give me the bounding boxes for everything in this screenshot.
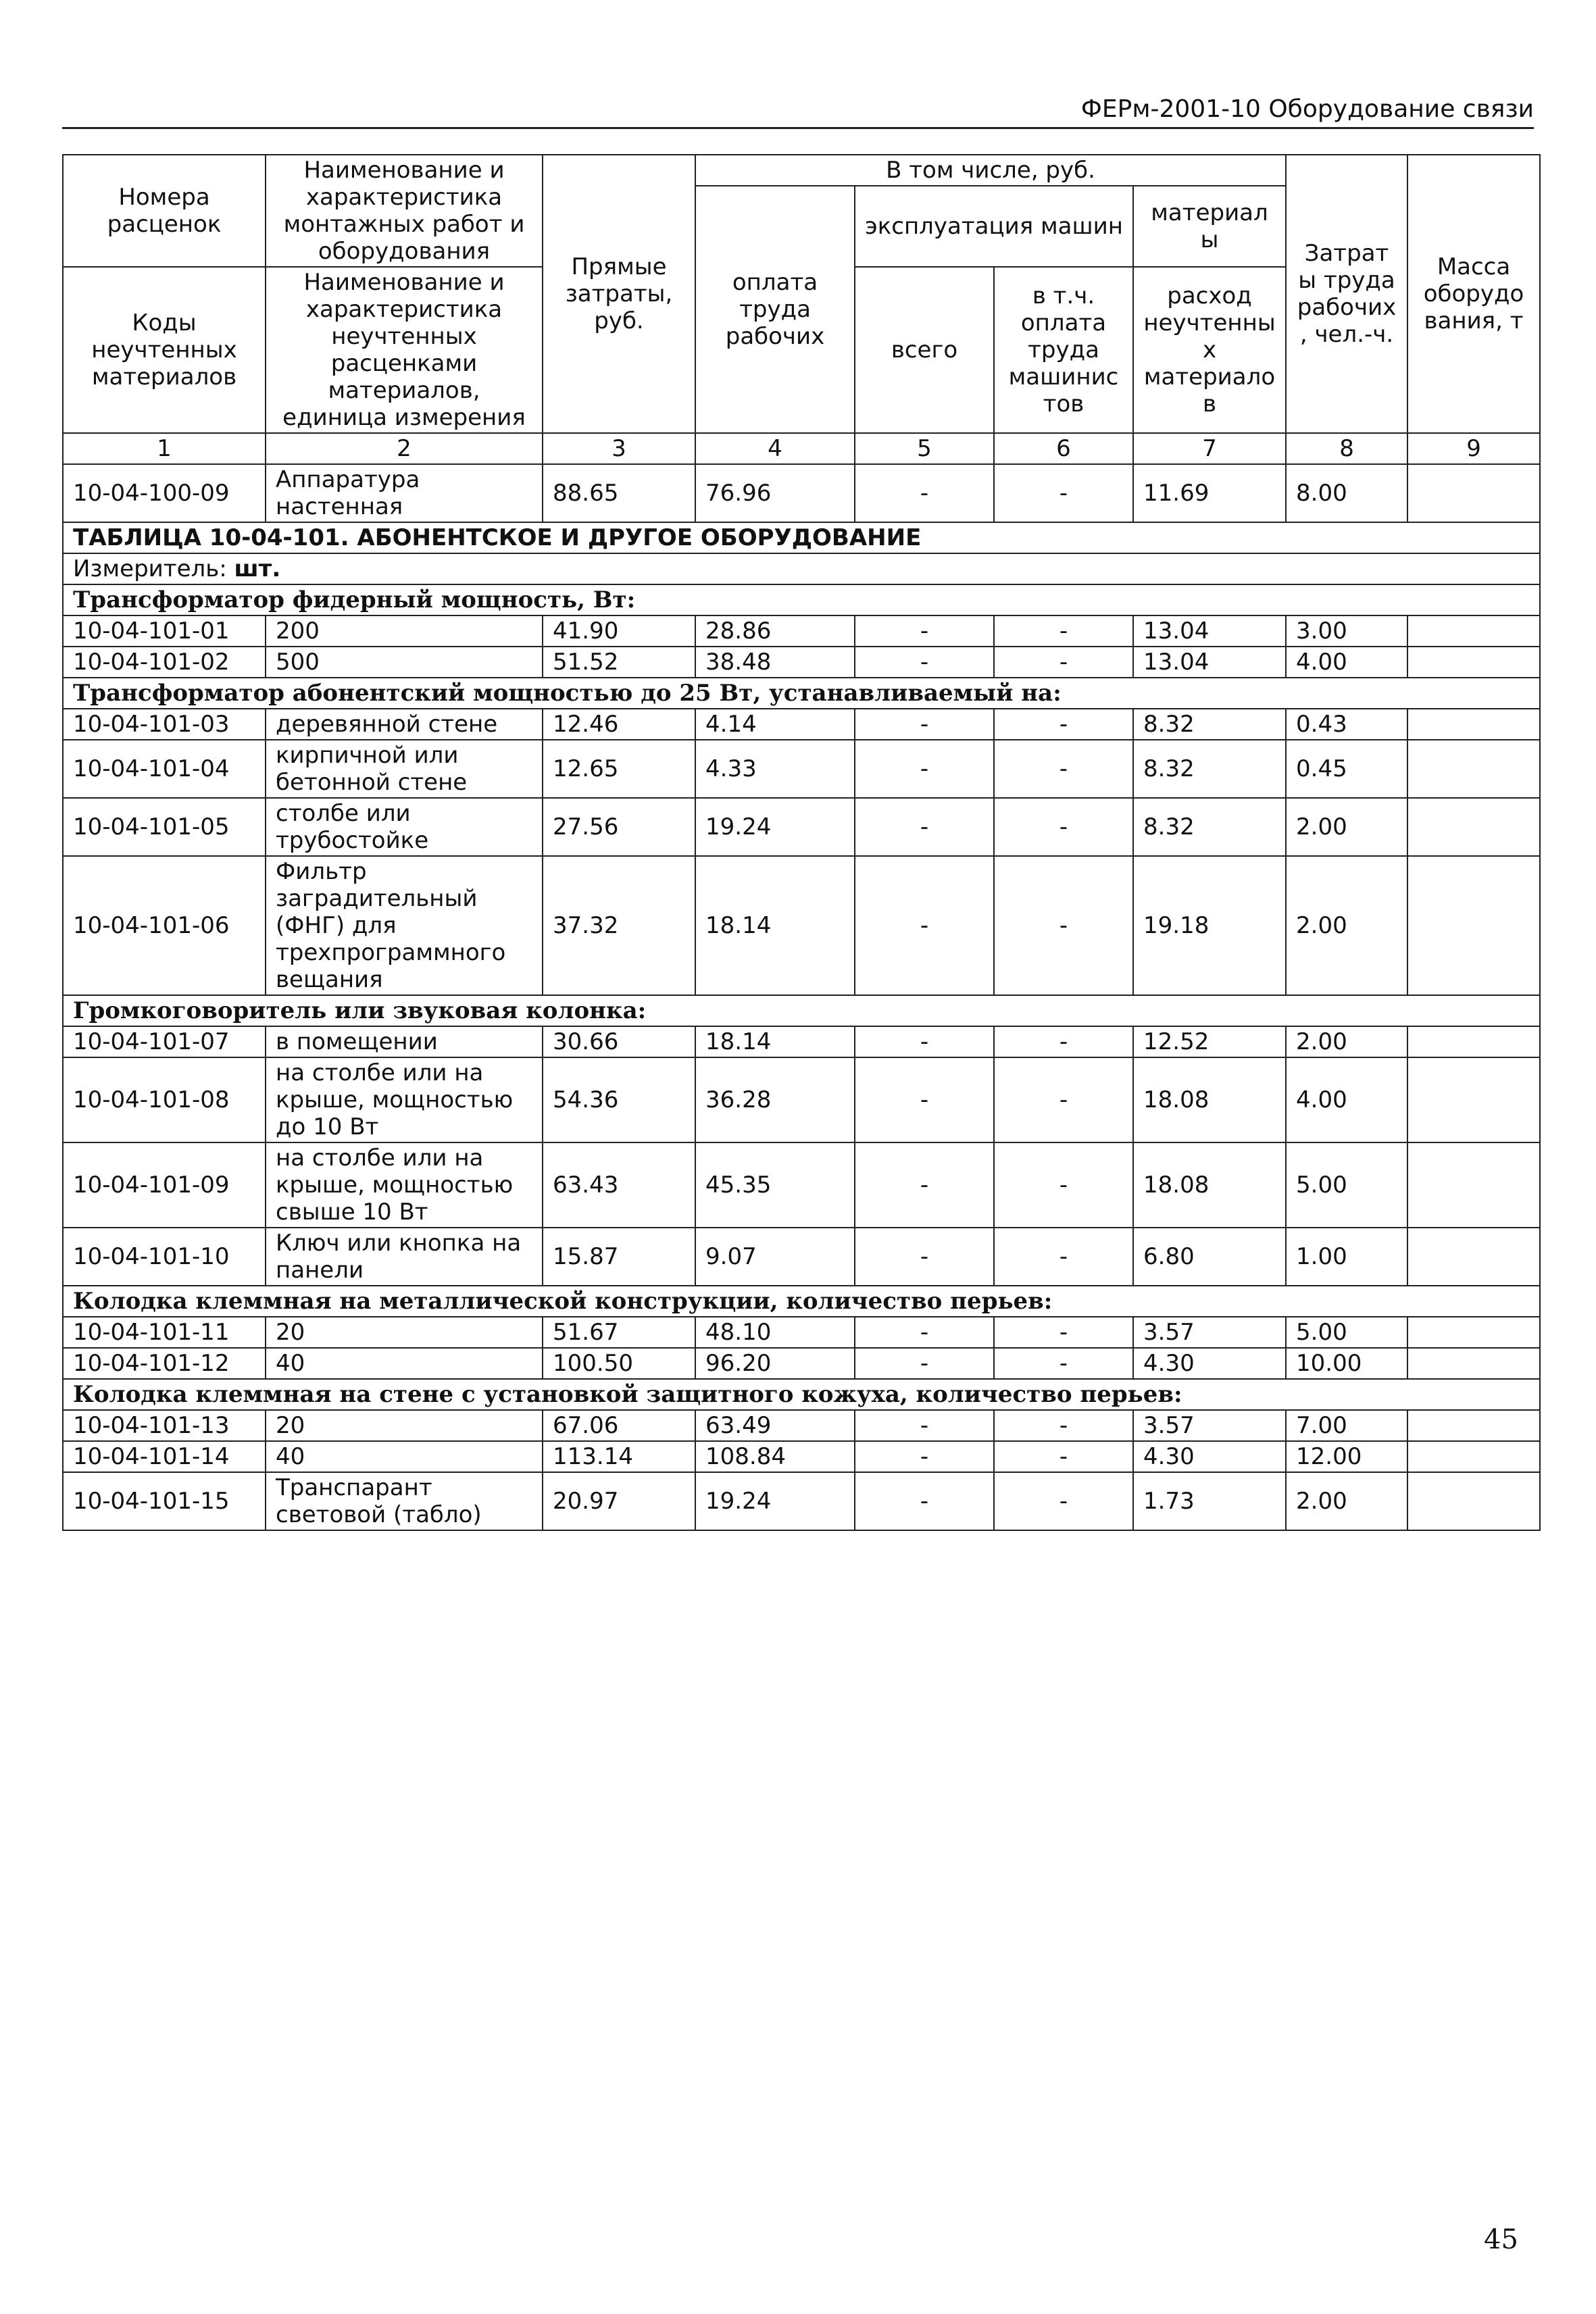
group-title: Трансформатор абонентский мощностью до 25 Вт, устанавливаемый на:: [63, 678, 1540, 709]
machines-wages-cell: -: [994, 1348, 1133, 1379]
rate-code: 10-04-101-15: [63, 1472, 266, 1530]
table-row: [63, 1410, 1540, 1441]
machines-total-cell: -: [855, 1317, 994, 1348]
direct-costs-cell: 51.52: [543, 647, 695, 678]
machines-total-cell: -: [855, 1348, 994, 1379]
machines-wages-cell: -: [994, 740, 1133, 798]
table-row: [63, 1142, 1540, 1228]
wages-cell: 96.20: [695, 1348, 855, 1379]
header-labor: Затраты труда рабочих, чел.-ч.: [1286, 155, 1407, 433]
labor-cell: 5.00: [1286, 1142, 1407, 1228]
wages-cell: 19.24: [695, 1472, 855, 1530]
mass-cell: [1407, 798, 1540, 856]
table-row: [63, 1026, 1540, 1057]
machines-total-cell: -: [855, 615, 994, 647]
header-rate-name: Наименование и характеристика монтажных работ и оборудования: [266, 155, 543, 267]
column-index-cell: 9: [1407, 433, 1540, 464]
wages-cell: 19.24: [695, 798, 855, 856]
materials-cell: 18.08: [1133, 1057, 1286, 1142]
machines-total-cell: -: [855, 798, 994, 856]
column-index-cell: 2: [266, 433, 543, 464]
group-title-row: [63, 678, 1540, 709]
table-row: [63, 1348, 1540, 1379]
table-title: ТАБЛИЦА 10-04-101. АБОНЕНТСКОЕ И ДРУГОЕ ОБОРУДОВАНИЕ: [63, 522, 1540, 553]
rate-code: 10-04-101-09: [63, 1142, 266, 1228]
column-index-cell: 7: [1133, 433, 1286, 464]
rate-code: 10-04-101-03: [63, 709, 266, 740]
direct-costs-cell: 100.50: [543, 1348, 695, 1379]
rate-code: 10-04-101-12: [63, 1348, 266, 1379]
mass-cell: [1407, 856, 1540, 995]
direct-costs-cell: 15.87: [543, 1228, 695, 1286]
group-title: Колодка клеммная на стене с установкой защитного кожуха, количество перьев:: [63, 1379, 1540, 1410]
column-index-cell: 5: [855, 433, 994, 464]
labor-cell: 7.00: [1286, 1410, 1407, 1441]
labor-cell: 4.00: [1286, 647, 1407, 678]
mass-cell: [1407, 1348, 1540, 1379]
group-title: Трансформатор фидерный мощность, Вт:: [63, 584, 1540, 615]
measure-unit-value: шт.: [234, 555, 281, 582]
header-materials: материалы: [1133, 186, 1286, 267]
machines-wages-cell: -: [994, 1410, 1133, 1441]
rate-code: 10-04-101-02: [63, 647, 266, 678]
table-row: [63, 1317, 1540, 1348]
materials-cell: 3.57: [1133, 1410, 1286, 1441]
table-row: [63, 464, 1540, 522]
materials-cell: 12.52: [1133, 1026, 1286, 1057]
column-index-cell: 4: [695, 433, 855, 464]
labor-cell: 2.00: [1286, 856, 1407, 995]
rate-code: 10-04-101-13: [63, 1410, 266, 1441]
header-material-codes: Коды неучтенных материалов: [63, 267, 266, 433]
table-row: [63, 615, 1540, 647]
machines-total-cell: -: [855, 1057, 994, 1142]
machines-wages-cell: -: [994, 1142, 1133, 1228]
direct-costs-cell: 54.36: [543, 1057, 695, 1142]
wages-cell: 28.86: [695, 615, 855, 647]
machines-wages-cell: -: [994, 615, 1133, 647]
mass-cell: [1407, 1026, 1540, 1057]
wages-cell: 63.49: [695, 1410, 855, 1441]
column-index-cell: 6: [994, 433, 1133, 464]
group-title-row: [63, 995, 1540, 1026]
column-index-row: [63, 433, 1540, 464]
rate-code: 10-04-101-04: [63, 740, 266, 798]
labor-cell: 2.00: [1286, 798, 1407, 856]
rate-name: 500: [266, 647, 543, 678]
machines-wages-cell: -: [994, 1228, 1133, 1286]
header-machines: эксплуатация машин: [855, 186, 1133, 267]
rates-table-body: [63, 155, 1540, 1530]
direct-costs-cell: 88.65: [543, 464, 695, 522]
rate-name: 20: [266, 1410, 543, 1441]
labor-cell: 4.00: [1286, 1057, 1407, 1142]
labor-cell: 0.43: [1286, 709, 1407, 740]
direct-costs-cell: 67.06: [543, 1410, 695, 1441]
machines-wages-cell: -: [994, 647, 1133, 678]
materials-cell: 8.32: [1133, 740, 1286, 798]
labor-cell: 8.00: [1286, 464, 1407, 522]
rate-code: 10-04-101-01: [63, 615, 266, 647]
labor-cell: 1.00: [1286, 1228, 1407, 1286]
wages-cell: 76.96: [695, 464, 855, 522]
mass-cell: [1407, 1472, 1540, 1530]
group-title-row: [63, 1379, 1540, 1410]
table-row: [63, 647, 1540, 678]
direct-costs-cell: 37.32: [543, 856, 695, 995]
group-title: Громкоговоритель или звуковая колонка:: [63, 995, 1540, 1026]
machines-wages-cell: -: [994, 1441, 1133, 1472]
rate-name: в помещении: [266, 1026, 543, 1057]
page-number: 45: [1484, 2224, 1518, 2255]
table-row: [63, 1057, 1540, 1142]
machines-wages-cell: -: [994, 1317, 1133, 1348]
materials-cell: 6.80: [1133, 1228, 1286, 1286]
machines-total-cell: -: [855, 709, 994, 740]
header-wages: оплата труда рабочих: [695, 186, 855, 433]
rate-name: 200: [266, 615, 543, 647]
rate-code: 10-04-101-10: [63, 1228, 266, 1286]
direct-costs-cell: 20.97: [543, 1472, 695, 1530]
materials-cell: 19.18: [1133, 856, 1286, 995]
rate-code: 10-04-101-14: [63, 1441, 266, 1472]
machines-total-cell: -: [855, 1228, 994, 1286]
machines-total-cell: -: [855, 1026, 994, 1057]
header-material-name: Наименование и характеристика неучтенных расценками материалов, единица измерения: [266, 267, 543, 433]
materials-cell: 18.08: [1133, 1142, 1286, 1228]
direct-costs-cell: 41.90: [543, 615, 695, 647]
group-title-row: [63, 584, 1540, 615]
rate-name: на столбе или на крыше, мощностью свыше 10 Вт: [266, 1142, 543, 1228]
column-index-cell: 3: [543, 433, 695, 464]
table-title-row: [63, 522, 1540, 553]
wages-cell: 18.14: [695, 856, 855, 995]
mass-cell: [1407, 740, 1540, 798]
mass-cell: [1407, 1317, 1540, 1348]
group-title-row: [63, 1286, 1540, 1317]
rate-code: 10-04-101-08: [63, 1057, 266, 1142]
rate-code: 10-04-101-11: [63, 1317, 266, 1348]
materials-cell: 13.04: [1133, 647, 1286, 678]
mass-cell: [1407, 464, 1540, 522]
machines-total-cell: -: [855, 1410, 994, 1441]
machines-wages-cell: -: [994, 1057, 1133, 1142]
mass-cell: [1407, 1228, 1540, 1286]
mass-cell: [1407, 1441, 1540, 1472]
rate-name: на столбе или на крыше, мощностью до 10 Вт: [266, 1057, 543, 1142]
direct-costs-cell: 27.56: [543, 798, 695, 856]
machines-wages-cell: -: [994, 1026, 1133, 1057]
labor-cell: 5.00: [1286, 1317, 1407, 1348]
table-row: [63, 856, 1540, 995]
machines-total-cell: -: [855, 647, 994, 678]
direct-costs-cell: 30.66: [543, 1026, 695, 1057]
materials-cell: 4.30: [1133, 1348, 1286, 1379]
mass-cell: [1407, 647, 1540, 678]
wages-cell: 18.14: [695, 1026, 855, 1057]
header-rate-numbers: Номера расценок: [63, 155, 266, 267]
materials-cell: 8.32: [1133, 709, 1286, 740]
machines-wages-cell: -: [994, 464, 1133, 522]
header-materials-unaccounted: расход неучтенных материалов: [1133, 267, 1286, 433]
rate-name: 40: [266, 1441, 543, 1472]
measure-row: [63, 553, 1540, 584]
rate-name: Фильтр заградительный (ФНГ) для трехпрограммного вещания: [266, 856, 543, 995]
rate-name: Ключ или кнопка на панели: [266, 1228, 543, 1286]
machines-total-cell: -: [855, 1441, 994, 1472]
table-row: [63, 709, 1540, 740]
table-row: [63, 740, 1540, 798]
materials-cell: 8.32: [1133, 798, 1286, 856]
machines-total-cell: -: [855, 1472, 994, 1530]
machines-total-cell: -: [855, 740, 994, 798]
measure-unit: [63, 553, 1540, 584]
direct-costs-cell: 113.14: [543, 1441, 695, 1472]
rate-code: 10-04-101-06: [63, 856, 266, 995]
header-row-1: [63, 155, 1540, 186]
mass-cell: [1407, 1410, 1540, 1441]
wages-cell: 108.84: [695, 1441, 855, 1472]
rate-name: Транспарант световой (табло): [266, 1472, 543, 1530]
table-row: [63, 798, 1540, 856]
machines-total-cell: -: [855, 1142, 994, 1228]
table-row: [63, 1472, 1540, 1530]
mass-cell: [1407, 709, 1540, 740]
materials-cell: 11.69: [1133, 464, 1286, 522]
rate-code: 10-04-101-07: [63, 1026, 266, 1057]
header-direct-costs: Прямые затраты, руб.: [543, 155, 695, 433]
wages-cell: 45.35: [695, 1142, 855, 1228]
wages-cell: 36.28: [695, 1057, 855, 1142]
machines-total-cell: -: [855, 856, 994, 995]
running-header: ФЕРм-2001-10 Оборудование связи: [62, 95, 1534, 129]
rate-code: 10-04-100-09: [63, 464, 266, 522]
mass-cell: [1407, 1142, 1540, 1228]
rate-code: 10-04-101-05: [63, 798, 266, 856]
rate-name: 40: [266, 1348, 543, 1379]
direct-costs-cell: 12.46: [543, 709, 695, 740]
wages-cell: 9.07: [695, 1228, 855, 1286]
mass-cell: [1407, 1057, 1540, 1142]
labor-cell: 0.45: [1286, 740, 1407, 798]
group-title: Колодка клеммная на металлической конструкции, количество перьев:: [63, 1286, 1540, 1317]
direct-costs-cell: 12.65: [543, 740, 695, 798]
wages-cell: 4.33: [695, 740, 855, 798]
direct-costs-cell: 51.67: [543, 1317, 695, 1348]
rate-name: Аппаратура настенная: [266, 464, 543, 522]
rate-name: кирпичной или бетонной стене: [266, 740, 543, 798]
rate-name: столбе или трубостойке: [266, 798, 543, 856]
materials-cell: 4.30: [1133, 1441, 1286, 1472]
machines-wages-cell: -: [994, 709, 1133, 740]
labor-cell: 3.00: [1286, 615, 1407, 647]
direct-costs-cell: 63.43: [543, 1142, 695, 1228]
header-machines-wages: в т.ч. оплата труда машинистов: [994, 267, 1133, 433]
header-machines-total: всего: [855, 267, 994, 433]
wages-cell: 4.14: [695, 709, 855, 740]
machines-wages-cell: -: [994, 1472, 1133, 1530]
machines-wages-cell: -: [994, 856, 1133, 995]
labor-cell: 2.00: [1286, 1472, 1407, 1530]
machines-total-cell: -: [855, 464, 994, 522]
materials-cell: 3.57: [1133, 1317, 1286, 1348]
machines-wages-cell: -: [994, 798, 1133, 856]
header-including: В том числе, руб.: [695, 155, 1286, 186]
rates-table: [62, 154, 1541, 1531]
materials-cell: 1.73: [1133, 1472, 1286, 1530]
rate-name: деревянной стене: [266, 709, 543, 740]
table-row: [63, 1441, 1540, 1472]
column-index-cell: 1: [63, 433, 266, 464]
rate-name: 20: [266, 1317, 543, 1348]
measure-label: Измеритель:: [73, 555, 227, 582]
mass-cell: [1407, 615, 1540, 647]
table-row: [63, 1228, 1540, 1286]
labor-cell: 2.00: [1286, 1026, 1407, 1057]
wages-cell: 48.10: [695, 1317, 855, 1348]
wages-cell: 38.48: [695, 647, 855, 678]
labor-cell: 12.00: [1286, 1441, 1407, 1472]
column-index-cell: 8: [1286, 433, 1407, 464]
materials-cell: 13.04: [1133, 615, 1286, 647]
labor-cell: 10.00: [1286, 1348, 1407, 1379]
header-mass: Масса оборудования, т: [1407, 155, 1540, 433]
